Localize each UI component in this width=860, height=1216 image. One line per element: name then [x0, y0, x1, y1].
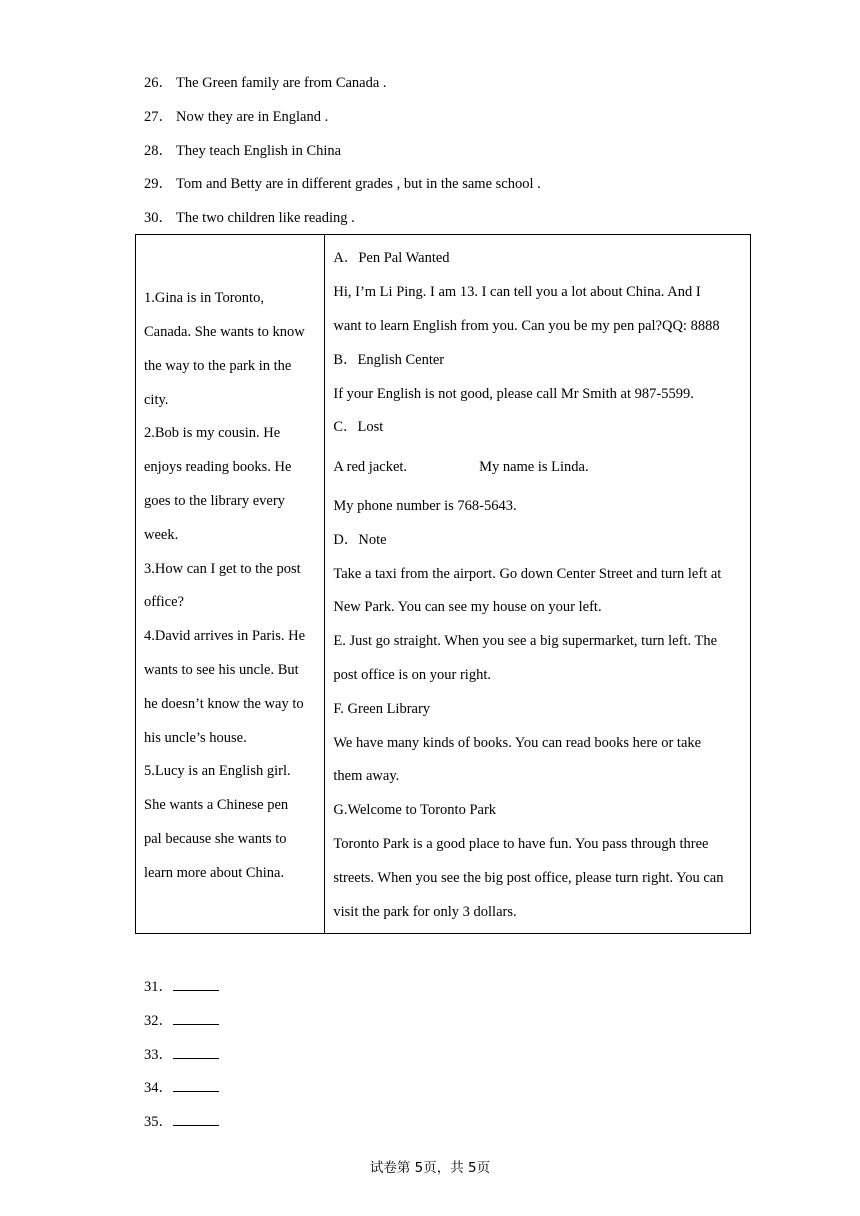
answer-35: [144, 1111, 219, 1132]
person-line: wants to see his uncle. But: [144, 662, 299, 678]
statement-number: 26．: [144, 75, 173, 91]
answer-number: 35．: [144, 1114, 173, 1130]
answer-33: [144, 1044, 219, 1065]
answer-32: [144, 1010, 219, 1031]
people-column: [136, 235, 325, 934]
person-line: 1.Gina is in Toronto,: [144, 290, 264, 306]
person-line: his uncle’s house.: [144, 730, 247, 746]
answer-31: [144, 976, 219, 997]
person-line: enjoys reading books. He: [144, 459, 292, 475]
notice-line: post office is on your right.: [333, 667, 491, 683]
notice-line: visit the park for only 3 dollars.: [333, 904, 517, 920]
notice-title-c: C．Lost: [333, 419, 384, 435]
notice-title-g: G.Welcome to Toronto Park: [333, 802, 497, 818]
statement-number: 27．: [144, 109, 173, 125]
notice-title-d: D．Note: [333, 532, 387, 548]
person-line: city.: [144, 392, 169, 408]
person-line: goes to the library every: [144, 493, 285, 509]
answer-blank[interactable]: [173, 976, 219, 991]
person-line: he doesn’t know the way to: [144, 696, 304, 712]
notice-title-f: F. Green Library: [333, 701, 431, 717]
person-line: pal because she wants to: [144, 831, 287, 847]
person-line: learn more about China.: [144, 865, 285, 881]
notice-line: want to learn English from you. Can you be my pen pal?QQ: 8888: [333, 318, 720, 334]
answer-blank[interactable]: [173, 1111, 219, 1126]
notices-column: [325, 235, 751, 934]
person-line: 2.Bob is my cousin. He: [144, 425, 281, 441]
statement-text: The two children like reading .: [176, 210, 355, 226]
answer-blank[interactable]: [173, 1077, 219, 1092]
answer-number: 34．: [144, 1080, 173, 1096]
answer-number: 32．: [144, 1013, 173, 1029]
statement-29: [144, 174, 541, 194]
notice-line: We have many kinds of books. You can read books here or take: [333, 735, 702, 751]
statement-text: They teach English in China: [176, 143, 342, 159]
notice-line: streets. When you see the big post office, please turn right. You can: [333, 870, 724, 886]
notice-line: them away.: [333, 768, 400, 784]
answer-number: 33．: [144, 1047, 173, 1063]
page-footer: 试卷第 5页，共 5页: [369, 1160, 491, 1176]
answer-number: 31．: [144, 979, 173, 995]
statement-number: 29．: [144, 176, 173, 192]
statement-28: [144, 141, 341, 161]
notice-title-a: A．Pen Pal Wanted: [333, 250, 450, 266]
person-line: the way to the park in the: [144, 358, 292, 374]
lost-owner-text: My name is Linda.: [479, 459, 589, 475]
person-line: She wants a Chinese pen: [144, 797, 289, 813]
statement-30: [144, 208, 355, 228]
person-line: Canada. She wants to know: [144, 324, 305, 340]
statement-number: 28．: [144, 143, 173, 159]
person-line: 5.Lucy is an English girl.: [144, 763, 291, 779]
statement-26: [144, 73, 387, 93]
person-line: 3.How can I get to the post: [144, 561, 301, 577]
matching-table: [135, 234, 751, 934]
notice-title-e: E. Just go straight. When you see a big supermarket, turn left. The: [333, 633, 718, 649]
person-line: week.: [144, 527, 179, 543]
statement-text: Now they are in England .: [176, 109, 329, 125]
notice-line: My phone number is 768-5643.: [333, 498, 517, 514]
answer-blank[interactable]: [173, 1044, 219, 1059]
answer-blank[interactable]: [173, 1010, 219, 1025]
person-line: 4.David arrives in Paris. He: [144, 628, 306, 644]
notice-line: Hi, I’m Li Ping. I am 13. I can tell you a lot about China. And I: [333, 284, 701, 300]
statement-text: The Green family are from Canada .: [176, 75, 387, 91]
notice-line: New Park. You can see my house on your left.: [333, 599, 602, 615]
lost-item-text: A red jacket.: [333, 459, 408, 475]
notice-title-b: B．English Center: [333, 352, 445, 368]
answer-34: [144, 1077, 219, 1098]
notice-line: [333, 457, 588, 477]
notice-line: Take a taxi from the airport. Go down Center Street and turn left at: [333, 566, 722, 582]
statement-number: 30．: [144, 210, 173, 226]
statement-27: [144, 107, 328, 127]
person-line: office?: [144, 594, 184, 610]
notice-line: If your English is not good, please call Mr Smith at 987-5599.: [333, 386, 694, 402]
notice-line: Toronto Park is a good place to have fun. You pass through three: [333, 836, 709, 852]
statement-text: Tom and Betty are in different grades , but in the same school .: [176, 176, 541, 192]
